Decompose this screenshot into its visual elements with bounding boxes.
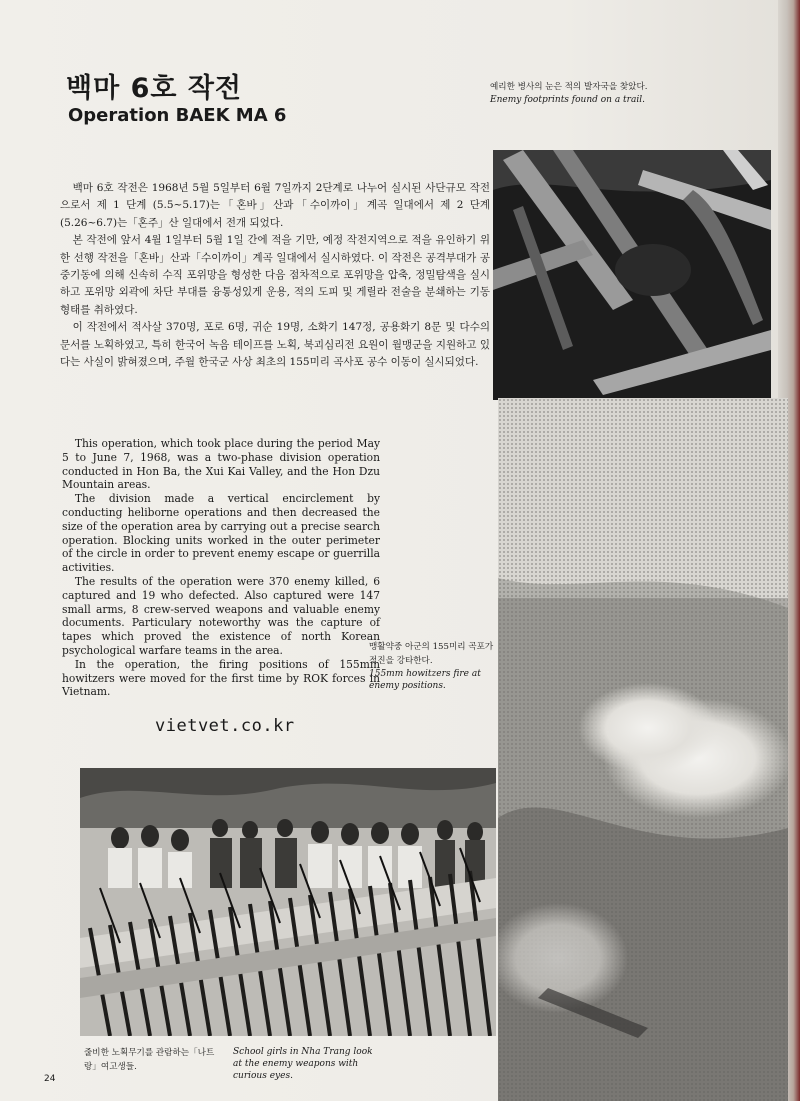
english-paragraph: This operation, which took place during the period May 5 to June 7, 1968, was a two-phase division operation conducted in Hon Ba, the Xui Kai Valley, and the Hon Dzu Mountain areas. <box>62 437 380 492</box>
korean-paragraph: 본 작전에 앞서 4월 1일부터 5월 1일 간에 적을 기만, 예정 작전지역으로 적을 유인하기 위한 선행 작전을「혼바」산과「수이까이」계곡 일대에서 실시하였다. 이 작전은 공격부대가 공중기동에 의해 신속히 수직 포위망을 형성한 다음 점차적으로 포위망을 압축, 정밀탐색을 실시하고 포위망 외곽에 차단 부대를 융통성있게 운용, 적의 도피 및 게릴라 전술을 분쇄하는 기동 형태를 취하였다. <box>60 234 490 316</box>
english-paragraph: The results of the operation were 370 enemy killed, 6 captured and 19 who defected. Also captured were 147 small arms, 8 crew-served weapons and valuable enemy documents. Particulary noteworthy was the capture of tapes which proved the existence of north Korean psychological warfare teams in the area. <box>62 574 380 657</box>
page-number: 24 <box>44 1074 56 1084</box>
page-title-korean: 백마 6호 작전 <box>66 73 242 104</box>
schoolgirls-weapons-photo <box>80 768 496 1036</box>
page-title-english: Operation BAEK MA 6 <box>68 105 287 126</box>
howitzer-photo-caption <box>369 640 504 692</box>
schoolgirls-caption-english <box>233 1046 383 1082</box>
korean-article-text <box>60 180 490 371</box>
trail-photo-caption <box>490 80 650 106</box>
trail-caption-english: Enemy footprints found on a trail. <box>490 95 645 105</box>
schoolgirls-caption-english-text: School girls in Nha Trang look at the enemy weapons with curious eyes. <box>233 1047 373 1081</box>
trail-photo <box>493 150 771 400</box>
howitzer-caption-english: 155mm howitzers fire at enemy positions. <box>369 669 481 691</box>
english-article-text <box>62 437 380 699</box>
english-paragraph: The division made a vertical encirclement by conducting heliborne operations and then decreased the size of the operation area by carrying out a precise search operation. Blocking units worked in the outer perimeter of the circle in order to prevent enemy escape or guerrilla activities. <box>62 492 380 575</box>
english-paragraph: In the operation, the firing positions of 155mm howitzers were moved for the first time by ROK forces in Vietnam. <box>62 657 380 699</box>
howitzer-caption-korean: 맹활약중 아군의 155미리 곡포가 적진을 강타한다. <box>369 642 494 666</box>
korean-paragraph: 이 작전에서 적사살 370명, 포로 6명, 귀순 19명, 소화기 147정, 공용화기 8문 및 다수의 문서를 노획하였고, 특히 한국어 녹음 테이프를 노획, 북괴심리전 요원이 월맹군을 지원하고 있다는 사실이 밝혀졌으며, 주월 한국군 사상 최초의 155미리 곡사포 공수 이동이 실시되었다. <box>60 321 490 369</box>
schoolgirls-caption-korean: 줄비한 노획무기를 관람하는「나트랑」여고생들. <box>84 1048 215 1072</box>
howitzer-photo <box>498 398 788 1101</box>
site-watermark: vietvet.co.kr <box>155 716 295 736</box>
korean-paragraph: 백마 6호 작전은 1968년 5월 5일부터 6월 7일까지 2단계로 나누어 실시된 사단규모 작전으로서 제 1 단계 (5.5~5.17)는「혼바」산과「수이까이」계곡 일대에서 제 2 단계 (5.26~6.7)는「혼주」산 일대에서 전개 되었다. <box>60 182 490 229</box>
trail-caption-korean: 예리한 병사의 눈은 적의 발자국을 찾았다. <box>490 82 648 92</box>
